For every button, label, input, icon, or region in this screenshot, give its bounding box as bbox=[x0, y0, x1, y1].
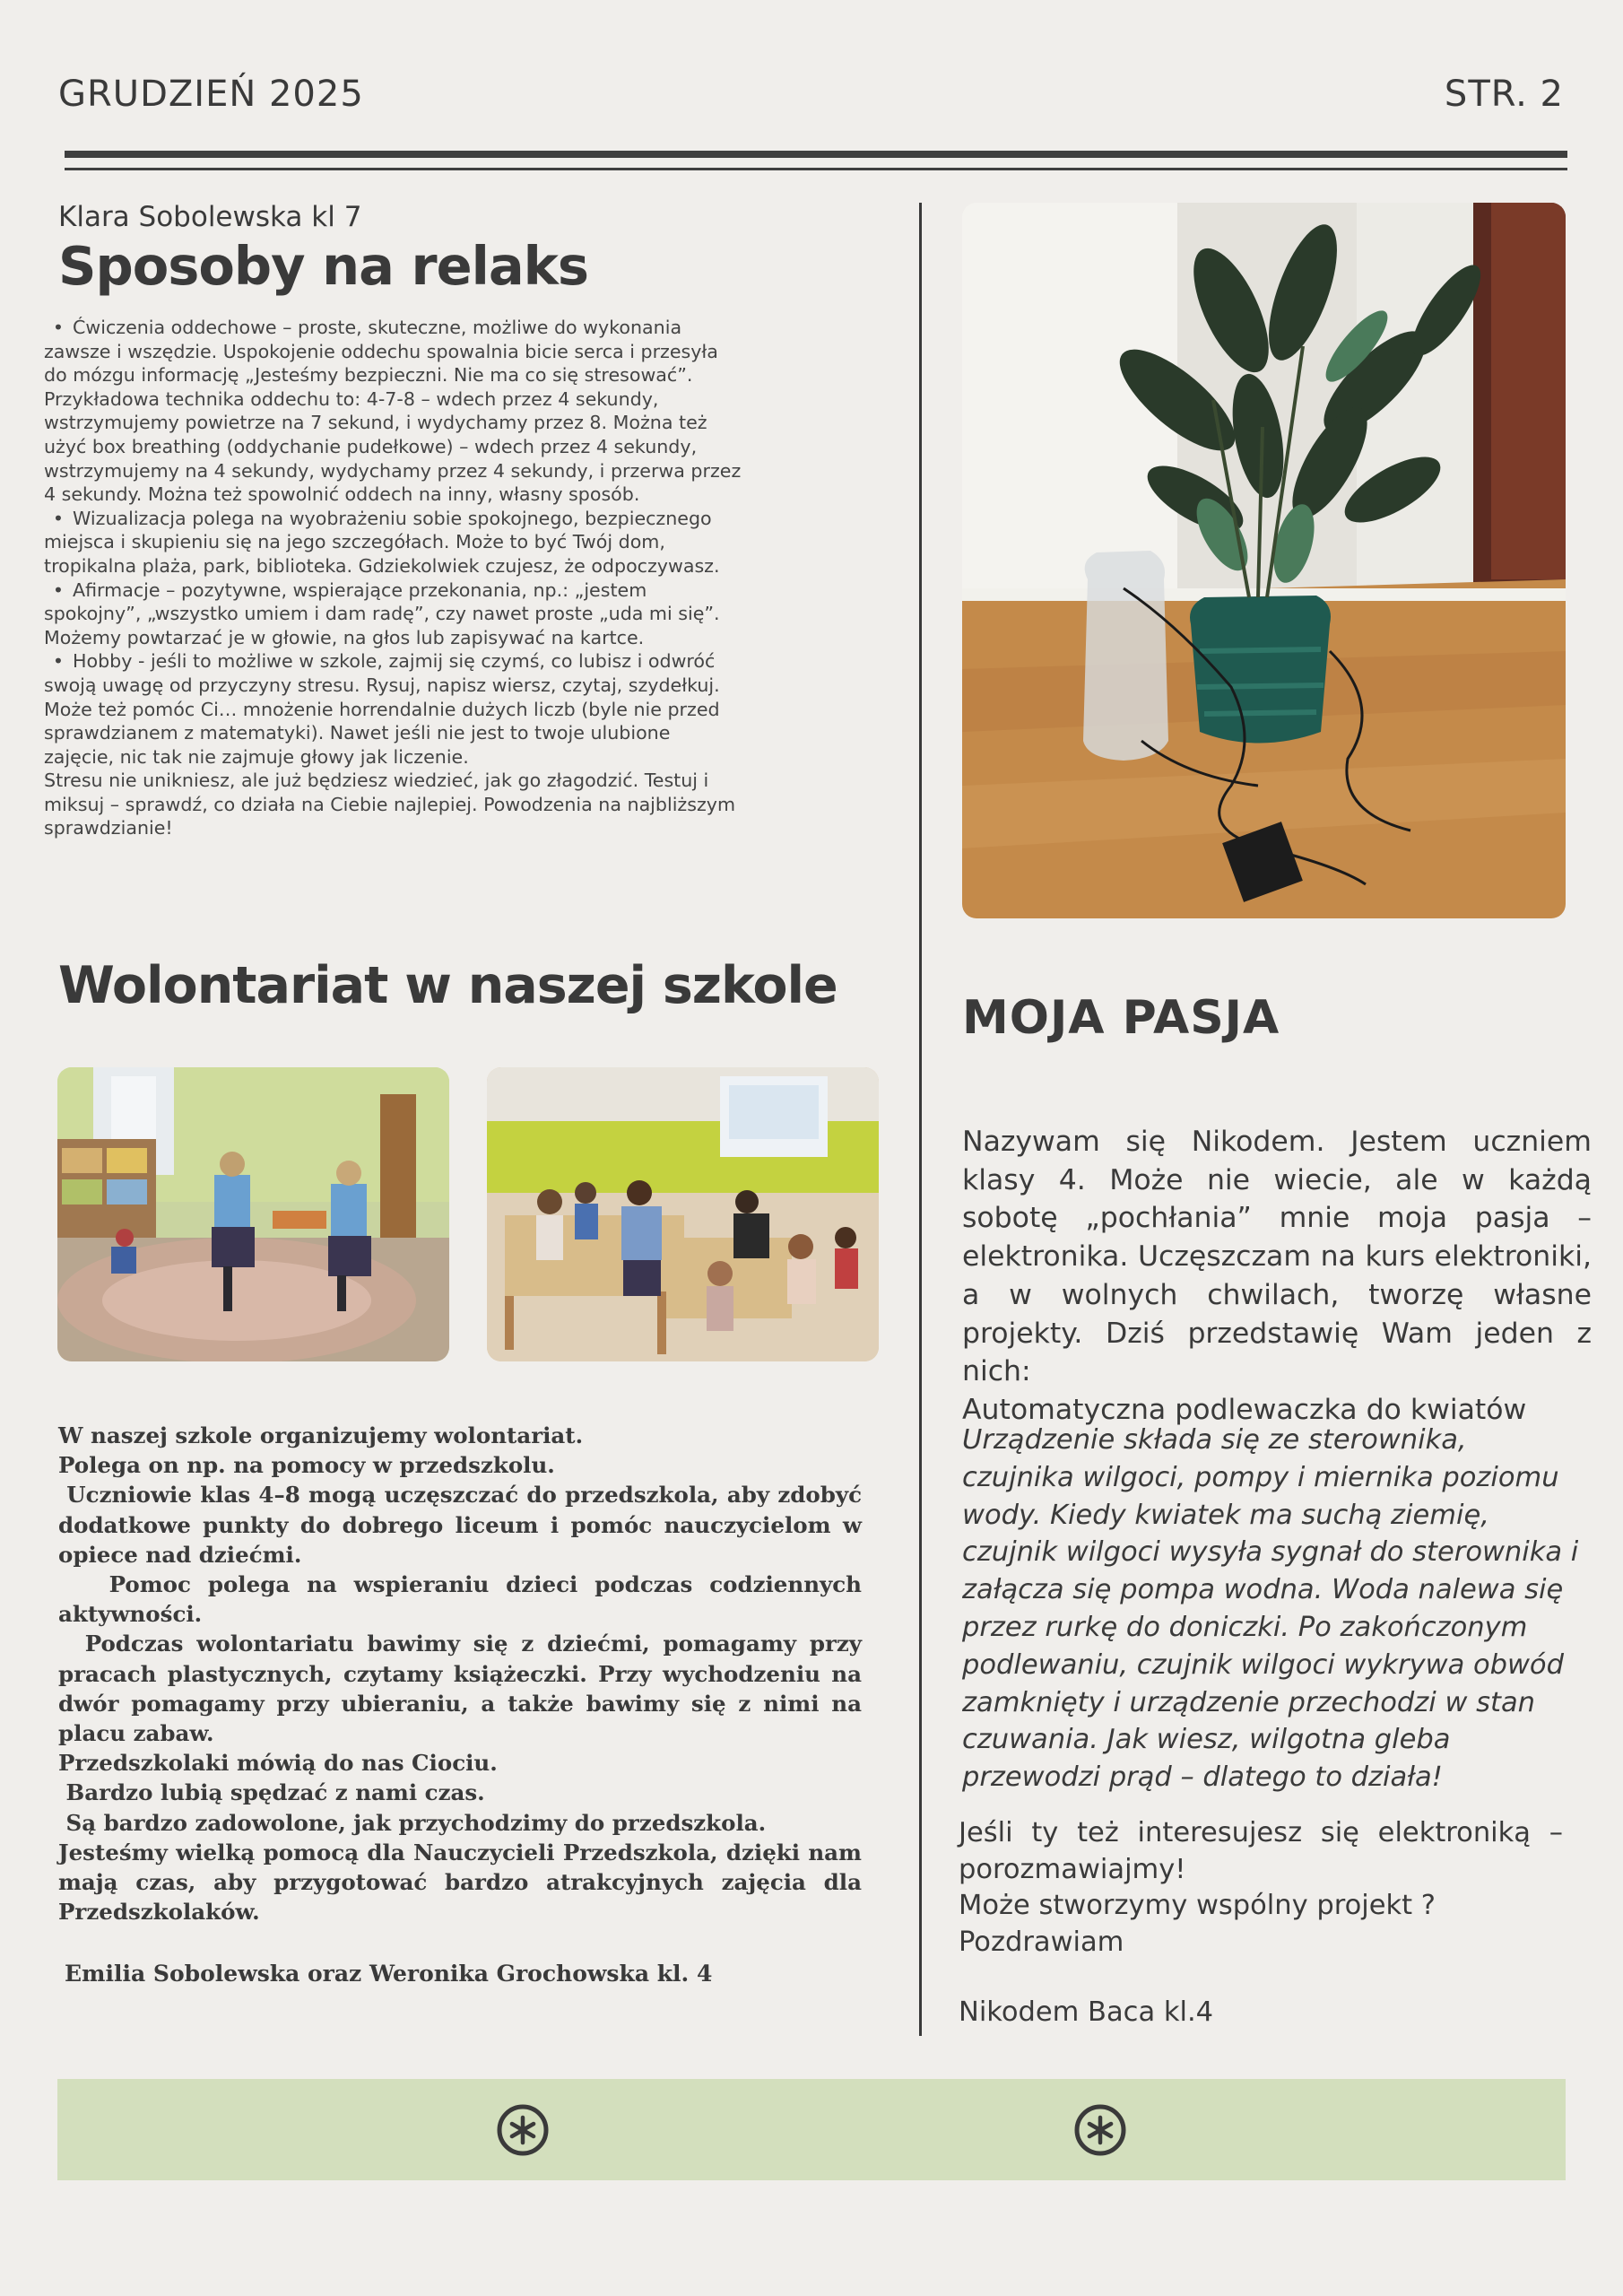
relaks-closing: Stresu nie unikniesz, ale już będziesz wiedzieć, jak go złagodzić. Testuj i miksuj – sprawdź, co działa na Ciebie najlepiej. Powodzenia na najbliższym sprawdzianie! bbox=[44, 770, 736, 839]
column-divider bbox=[919, 203, 922, 2036]
wolontariat-author: Emilia Sobolewska oraz Weronika Grochowska kl. 4 bbox=[65, 1961, 713, 1987]
plant-watering-photo bbox=[962, 203, 1566, 918]
page-number: STR. 2 bbox=[1444, 74, 1564, 115]
list-item: • Wizualizacja polega na wyobrażeniu sobie spokojnego, bezpiecznego miejsca i skupieniu się na jego szczegółach. Może to być Twój dom, tropikalna plaża, park, biblioteka. Gdziekolwiek czujesz, że odpoczywasz. bbox=[44, 507, 720, 577]
list-item: • Ćwiczenia oddechowe – proste, skuteczne, możliwe do wykonania zawsze i wszędzie. Uspokojenie oddechu spowalnia bicie serca i przesyła do mózgu informację „Jesteśmy bezpieczni. Nie ma co się stresować”. Przykładowa technika oddechu to: 4-7-8 – wdech przez 4 sekundy, wstrzymujemy powietrze na 7 sekund, i wydychamy przez 8. Można też użyć box breathing (oddychanie pudełkowe) – wdech przez 4 sekundy, wstrzymujemy na 4 sekundy, wydychamy przez 4 sekundy, i przerwa przez 4 sekundy. Można też spowolnić oddech na inny, własny sposób. bbox=[44, 317, 742, 506]
volunteer-photo-playroom bbox=[57, 1067, 449, 1361]
list-item: • Afirmacje – pozytywne, wspierające przekonania, np.: „jestem spokojny”, „wszystko umiem i dam radę”, czy nawet proste „uda mi się”. Możemy powtarzać je w głowie, na głos lub zapisywać na kartce. bbox=[44, 578, 720, 648]
header-rule-thick bbox=[65, 151, 1567, 158]
list-item: • Hobby - jeśli to możliwe w szkole, zajmij się czymś, co lubisz i odwróć swoją uwagę od przyczyny stresu. Rysuj, napisz wiersz, czytaj, szydełkuj. Może też pomóc Ci… mnożenie horrendalnie dużych liczb (byle nie przed sprawdzianem z matematyki). Nawet jeśli nie jest to twoje ulubione zajęcie, nic tak nie zajmuje głowy jak liczenie. bbox=[44, 650, 720, 768]
pasja-title: MOJA PASJA bbox=[962, 991, 1280, 1045]
relaks-list bbox=[44, 316, 743, 769]
issue-date: GRUDZIEŃ 2025 bbox=[58, 74, 364, 115]
header-rule-thin bbox=[65, 168, 1567, 170]
relaks-body bbox=[44, 316, 743, 840]
pasja-intro: Nazywam się Nikodem. Jestem uczniem klasy 4. Może nie wiecie, ale w każdą sobotę „pochłania” mnie moja pasja – elektronika. Uczęszczam na kurs elektroniki, a w wolnych chwilach, tworzę własne projekty. Dziś przedstawię Wam jeden z nich: Automatyczna podlewaczka do kwiatów bbox=[962, 1123, 1592, 1430]
footer-band bbox=[57, 2079, 1566, 2180]
asterisk-circle-icon bbox=[1073, 2103, 1127, 2157]
pasja-author: Nikodem Baca kl.4 bbox=[959, 1996, 1214, 2028]
pasja-description: Urządzenie składa się ze sterownika, czujnika wilgoci, pompy i miernika poziomu wody. Kiedy kwiatek ma suchą ziemię, czujnik wilgoci wysyła sygnał do sterownika i załącza się pompa wodna. Woda nalewa się przez rurkę do doniczki. Po zakończonym podlewaniu, czujnik wilgoci wykrywa obwód zamknięty i urządzenie przechodzi w stan czuwania. Jak wiesz, wilgotna gleba przewodzi prąd – dlatego to działa! bbox=[962, 1424, 1579, 1794]
asterisk-circle-icon bbox=[496, 2103, 550, 2157]
project-name: Automatyczna podlewaczka do kwiatów bbox=[962, 1393, 1527, 1426]
relaks-author: Klara Sobolewska kl 7 bbox=[58, 201, 362, 233]
volunteer-photo-classroom bbox=[487, 1067, 879, 1361]
relaks-title: Sposoby na relaks bbox=[58, 235, 589, 297]
wolontariat-body: W naszej szkole organizujemy wolontariat. Polega on np. na pomocy w przedszkolu. Uczniowie klas 4–8 mogą uczęszczać do przedszkola, aby zdobyć dodatkowe punkty do dobrego liceum i pomóc nauczycielom w opiece nad dziećmi. Pomoc polega na wspieraniu dzieci podczas codziennych aktywności. Podczas wolontariatu bawimy się z dziećmi, pomagamy przy pracach plastycznych, czytamy książeczki. Przy wychodzeniu na dwór pomagamy przy ubieraniu, a także bawimy się z nimi na placu zabaw. Przedszkolaki mówią do nas Ciociu. Bardzo lubią spędzać z nami czas. Są bardzo zadowolone, jak przychodzimy do przedszkola. Jesteśmy wielką pomocą dla Nauczycieli Przedszkola, dzięki nam mają czas, aby przygotować bardzo atrakcyjnych zajęcia dla Przedszkolaków. bbox=[58, 1422, 870, 1926]
pasja-outro: Jeśli ty też interesujesz się elektroniką – porozmawiajmy! Może stworzymy wspólny projekt ? Pozdrawiam bbox=[959, 1817, 1563, 1958]
wolontariat-title: Wolontariat w naszej szkole bbox=[58, 956, 838, 1015]
